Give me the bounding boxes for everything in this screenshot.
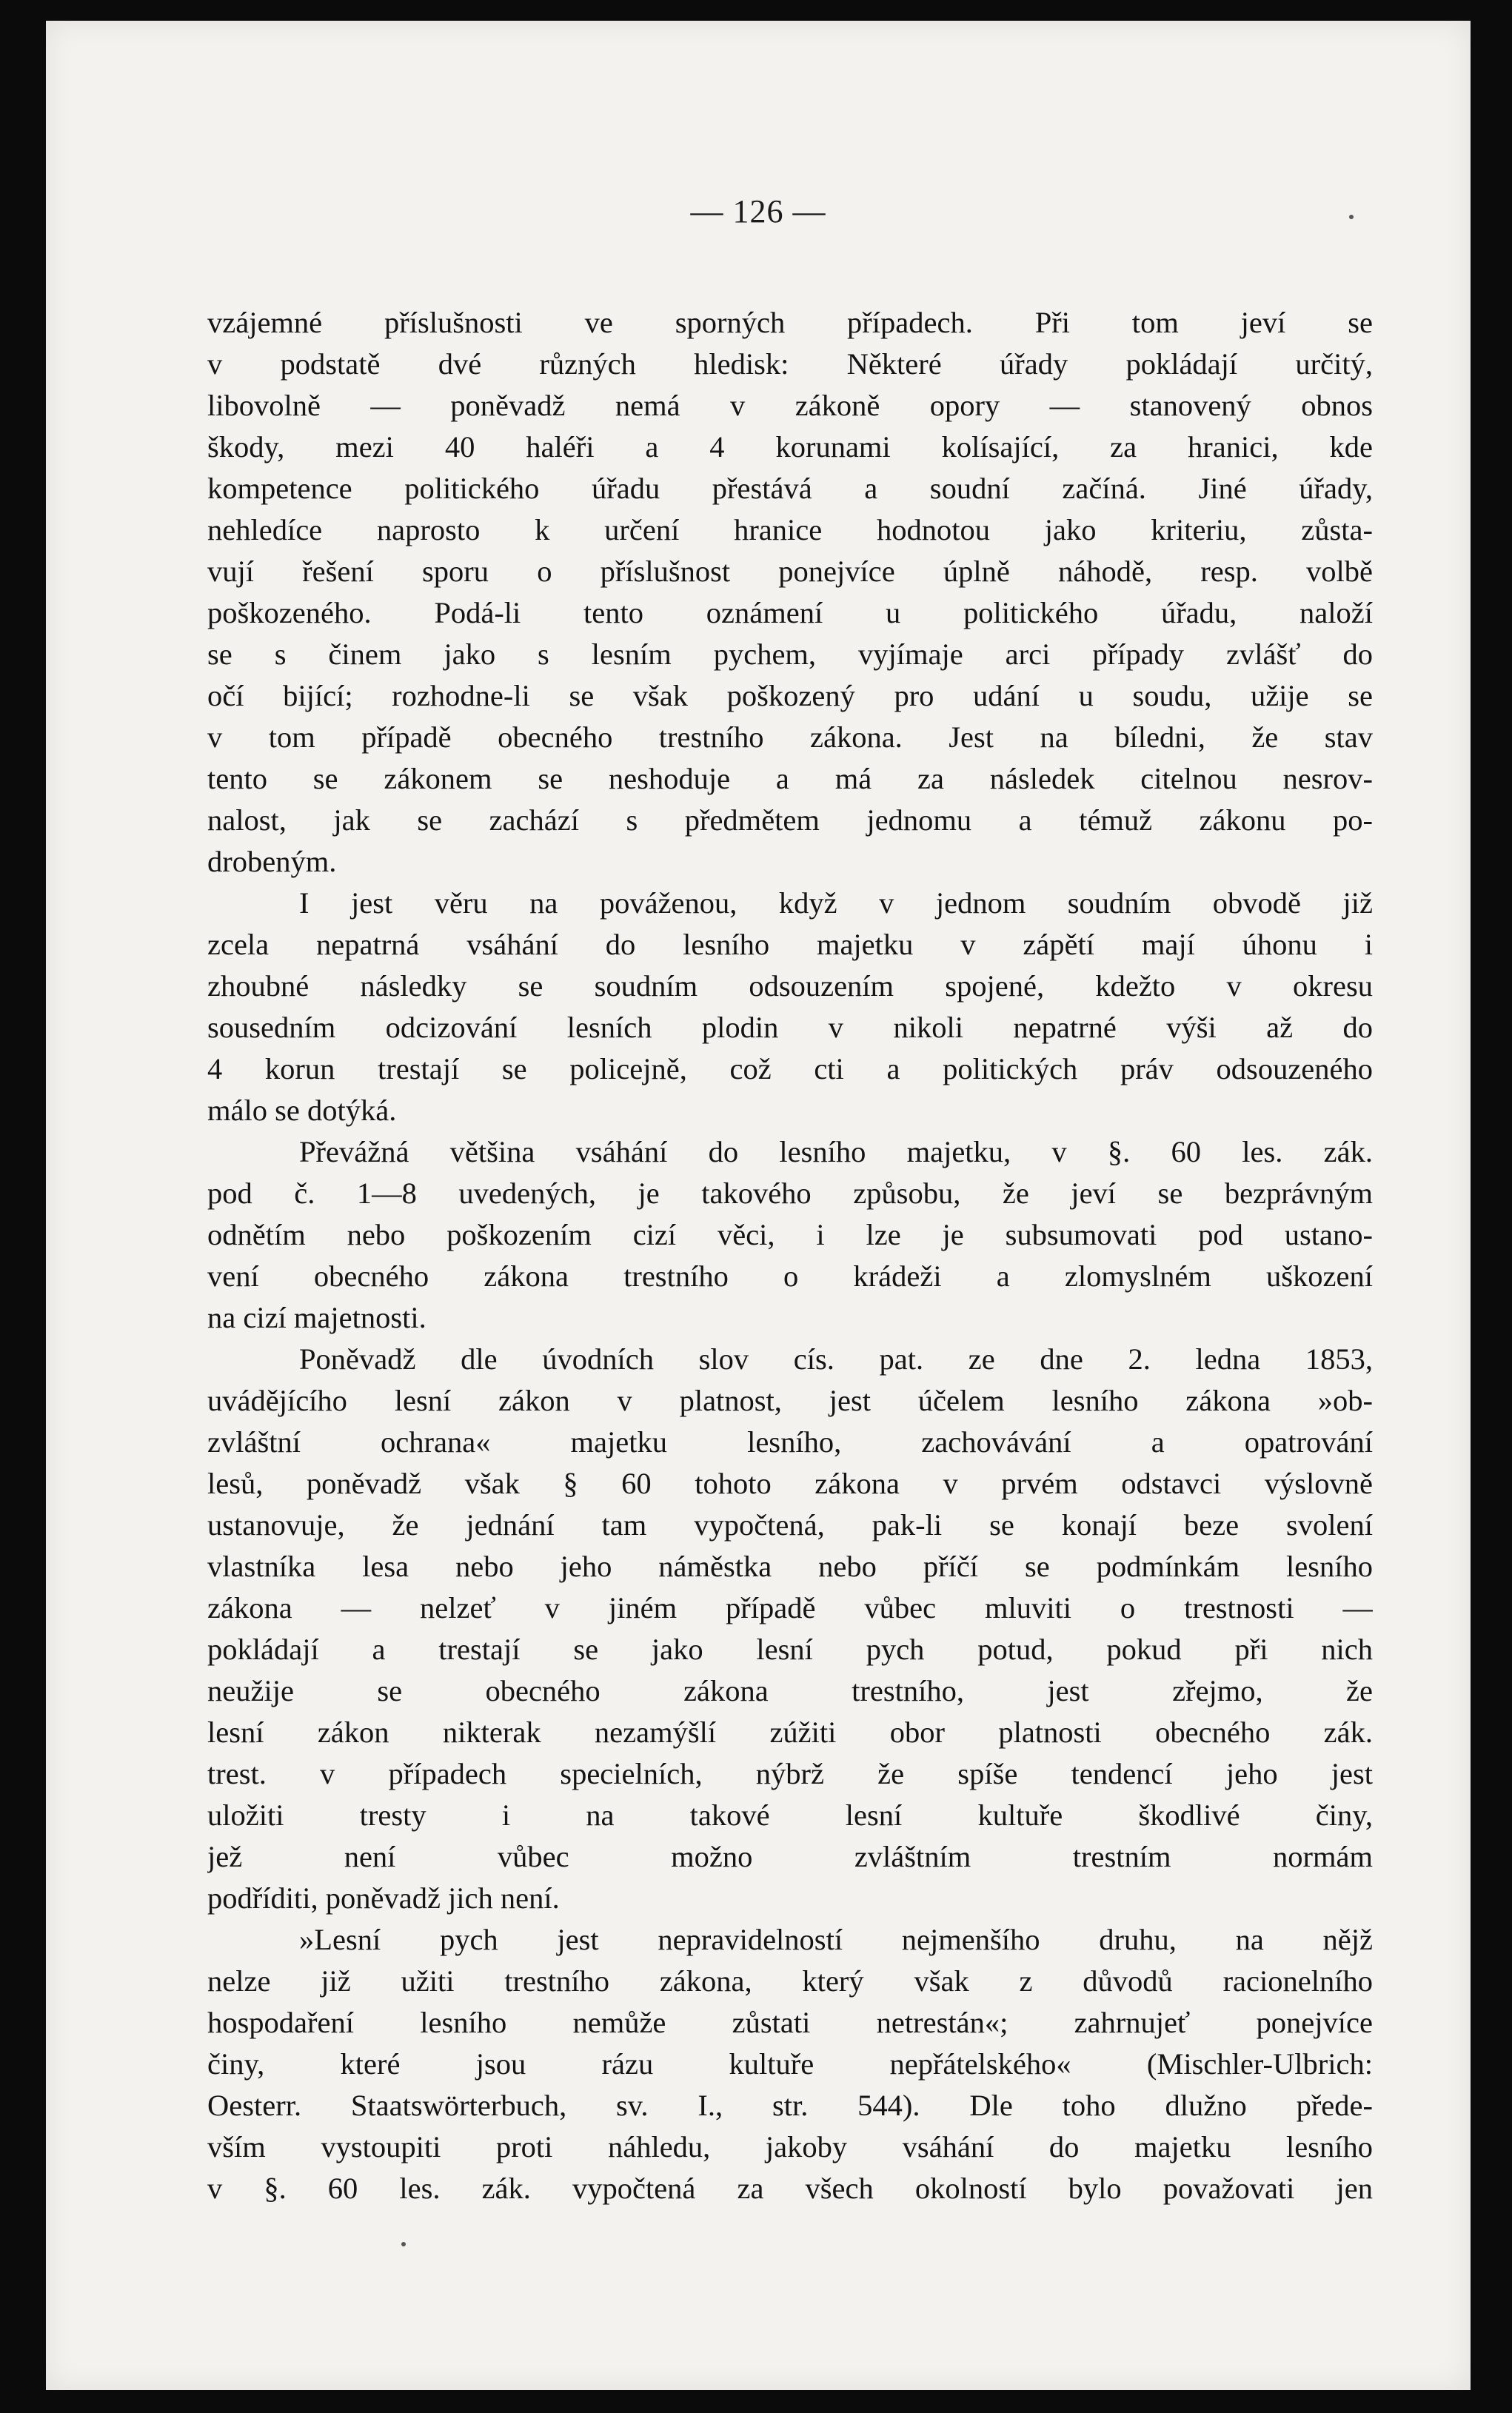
text-line: trest. v případech specielních, nýbrž že spíše tendencí jeho jest bbox=[207, 1757, 1373, 1790]
text-line: pod č. 1—8 uvedených, je takového způsobu, že jeví se bezprávným bbox=[207, 1177, 1373, 1210]
text-line: »Lesní pych jest nepravidelností nejmenšího druhu, na nějž bbox=[299, 1923, 1373, 1956]
text-line: jež není vůbec možno zvláštním trestním normám bbox=[207, 1840, 1373, 1873]
paragraph-4 bbox=[207, 1339, 1373, 1919]
text-line: v §. 60 les. zák. vypočtená za všech okolností bylo považovati jen bbox=[207, 2172, 1373, 2205]
page-speck bbox=[1349, 215, 1354, 219]
paragraph-2 bbox=[207, 883, 1373, 1131]
text-line: vení obecného zákona trestního o krádeži a zlomyslném uškození bbox=[207, 1259, 1373, 1293]
paragraph-1 bbox=[207, 302, 1373, 883]
text-line: škody, mezi 40 haléři a 4 korunami kolísající, za hranici, kde bbox=[207, 430, 1373, 463]
text-line: málo se dotýká. bbox=[207, 1094, 397, 1127]
text-line: odnětím nebo poškozením cizí věci, i lze je subsumovati pod ustano- bbox=[207, 1218, 1373, 1251]
text-line: nelze již užiti trestního zákona, který však z důvodů racionelního bbox=[207, 1964, 1373, 1998]
text-line: 4 korun trestají se policejně, což cti a politických práv odsouzeného bbox=[207, 1052, 1373, 1085]
text-line: zvláštní ochrana« majetku lesního, zachovávání a opatrování bbox=[207, 1425, 1373, 1459]
text-line: zákona — nelzeť v jiném případě vůbec mluviti o trestnosti — bbox=[207, 1591, 1373, 1624]
text-line: hospodaření lesního nemůže zůstati netrestán«; zahrnujeť ponejvíce bbox=[207, 2006, 1373, 2039]
paragraph-3 bbox=[207, 1131, 1373, 1339]
text-line: činy, které jsou rázu kultuře nepřátelského« (Mischler-Ulbrich: bbox=[207, 2047, 1373, 2081]
text-line: drobeným. bbox=[207, 845, 337, 878]
text-line: lesů, poněvadž však § 60 tohoto zákona v prvém odstavci výslovně bbox=[207, 1467, 1373, 1500]
text-line: vlastníka lesa nebo jeho náměstka nebo příčí se podmínkám lesního bbox=[207, 1550, 1373, 1583]
text-line: tento se zákonem se neshoduje a má za následek citelnou nesrov- bbox=[207, 762, 1373, 795]
text-line: v tom případě obecného trestního zákona. Jest na bíledni, že stav bbox=[207, 720, 1373, 754]
text-line: v podstatě dvé různých hledisk: Některé úřady pokládají určitý, bbox=[207, 347, 1373, 381]
text-line: lesní zákon nikterak nezamýšlí zúžiti obor platnosti obecného zák. bbox=[207, 1716, 1373, 1749]
text-line: nalost, jak se zachází s předmětem jednomu a témuž zákonu po- bbox=[207, 803, 1373, 837]
text-line: zcela nepatrná vsáhání do lesního majetku v zápětí mají úhonu i bbox=[207, 928, 1373, 961]
text-line: I jest věru na pováženou, když v jednom soudním obvodě již bbox=[299, 886, 1373, 920]
text-line: vším vystoupiti proti náhledu, jakoby vsáhání do majetku lesního bbox=[207, 2130, 1373, 2163]
text-line: uložiti tresty i na takové lesní kultuře škodlivé činy, bbox=[207, 1798, 1373, 1832]
book-page bbox=[46, 21, 1471, 2390]
text-line: ustanovuje, že jednání tam vypočtená, pak-li se konají beze svolení bbox=[207, 1508, 1373, 1542]
body-text bbox=[207, 302, 1373, 2209]
paragraph-5 bbox=[207, 1919, 1373, 2209]
text-line: na cizí majetnosti. bbox=[207, 1301, 426, 1334]
text-line: vzájemné příslušnosti ve sporných případech. Při tom jeví se bbox=[207, 306, 1373, 339]
text-line: Poněvadž dle úvodních slov cís. pat. ze dne 2. ledna 1853, bbox=[299, 1342, 1373, 1376]
text-line: neužije se obecného zákona trestního, jest zřejmo, že bbox=[207, 1674, 1373, 1707]
text-line: podříditi, poněvadž jich není. bbox=[207, 1881, 560, 1915]
text-line: pokládají a trestají se jako lesní pych potud, pokud při nich bbox=[207, 1633, 1373, 1666]
text-line: sousedním odcizování lesních plodin v nikoli nepatrné výši až do bbox=[207, 1011, 1373, 1044]
text-line: Převážná většina vsáhání do lesního majetku, v §. 60 les. zák. bbox=[299, 1135, 1373, 1168]
page-number: — 126 — bbox=[690, 193, 826, 230]
text-line: libovolně — poněvadž nemá v zákoně opory — stanovený obnos bbox=[207, 389, 1373, 422]
text-line: poškozeného. Podá-li tento oznámení u politického úřadu, naloží bbox=[207, 596, 1373, 629]
text-line: vují řešení sporu o příslušnost ponejvíce úplně náhodě, resp. volbě bbox=[207, 555, 1373, 588]
text-line: Oesterr. Staatswörterbuch, sv. I., str. 544). Dle toho dlužno přede- bbox=[207, 2089, 1373, 2122]
text-line: se s činem jako s lesním pychem, vyjímaje arci případy zvlášť do bbox=[207, 637, 1373, 671]
text-line: nehledíce naprosto k určení hranice hodnotou jako kriteriu, zůsta- bbox=[207, 513, 1373, 546]
text-line: očí bijící; rozhodne-li se však poškozený pro udání u soudu, užije se bbox=[207, 679, 1373, 712]
text-line: kompetence politického úřadu přestává a soudní začíná. Jiné úřady, bbox=[207, 472, 1373, 505]
text-line: uvádějícího lesní zákon v platnost, jest účelem lesního zákona »ob- bbox=[207, 1384, 1373, 1417]
text-line: zhoubné následky se soudním odsouzením spojené, kdežto v okresu bbox=[207, 969, 1373, 1003]
page-speck bbox=[401, 2242, 406, 2246]
